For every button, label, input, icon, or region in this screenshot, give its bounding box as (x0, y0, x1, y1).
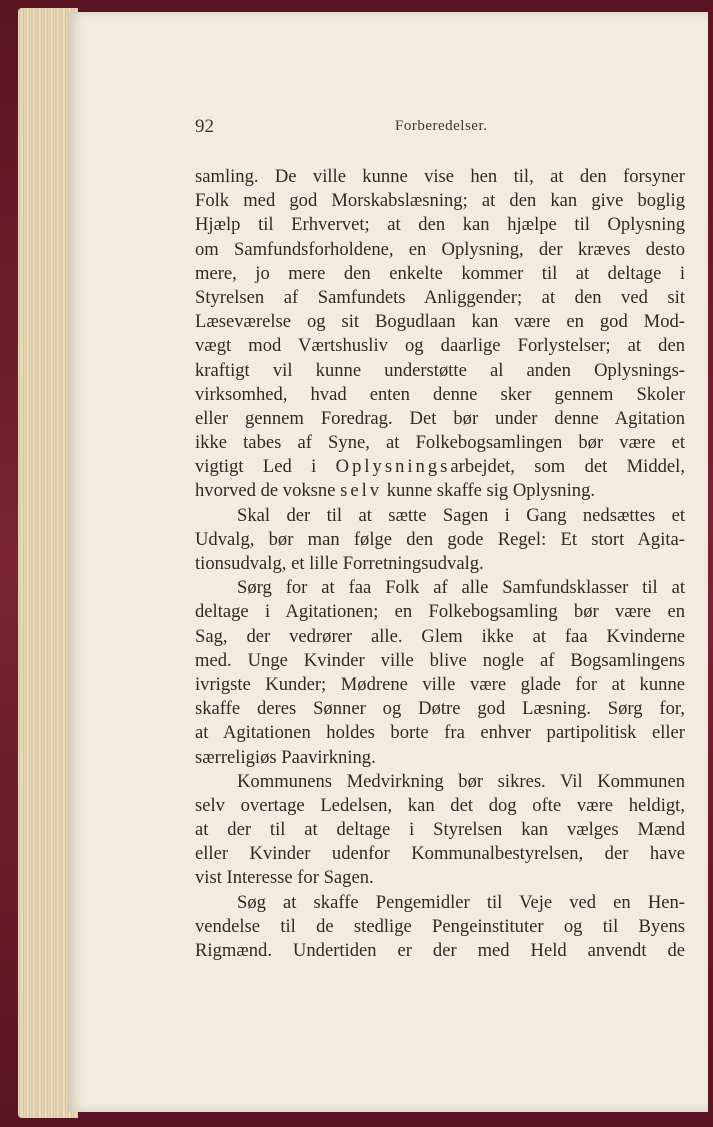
text-line: ivrigste Kunder; Mødrene ville være glade for at kunne (195, 673, 685, 695)
text-line: virksomhed, hvad enten denne sker gennem Skoler (195, 383, 685, 405)
page-number: 92 (195, 116, 214, 137)
text-line: vist Interesse for Sagen. (195, 867, 374, 889)
text-line: Sag, der vedrører alle. Glem ikke at faa Kvinderne (195, 625, 685, 647)
text-line: at der til at deltage i Styrelsen kan vælges Mænd (195, 819, 685, 841)
spaced-emphasis: selv (340, 480, 383, 502)
body-text (195, 165, 685, 963)
text-run: hvorved de voksne (195, 480, 341, 502)
text-line: Sørg for at faa Folk af alle Samfundsklasser til at (237, 577, 685, 599)
text-line: med. Unge Kvinder ville blive nogle af Bogsamlingens (195, 649, 685, 671)
text-line: skaffe deres Sønner og Døtre god Læsning. Sørg for, (195, 698, 685, 720)
text-line: Styrelsen af Samfundets Anliggender; at den ved sit (195, 286, 685, 308)
text-line: Folk med god Morskabslæsning; at den kan give boglig (195, 190, 685, 212)
text-line: samling. De ville kunne vise hen til, at den forsyner (195, 166, 685, 187)
page-header (195, 116, 685, 142)
text-line: særreligiøs Paavirkning. (195, 746, 376, 768)
text-line: Udvalg, bør man følge den gode Regel: Et stort Agita- (195, 528, 685, 550)
text-line: ikke tabes af Syne, at Folkebogsamlingen bør være et (195, 432, 685, 454)
text-line: at Agitationen holdes borte fra enhver partipolitisk eller (195, 722, 685, 744)
text-line: selv overtage Ledelsen, kan det dog ofte være heldigt, (195, 794, 685, 816)
text-line: Skal der til at sætte Sagen i Gang nedsættes et (237, 504, 685, 526)
text-line: eller Kvinder udenfor Kommunalbestyrelsen, der have (195, 843, 685, 865)
text-line: Rigmænd. Undertiden er der med Held anvendt de (195, 940, 685, 961)
text-line: Kommunens Medvirkning bør sikres. Vil Kommunen (237, 770, 685, 792)
text-run: arbejdet, som det Middel, (450, 456, 685, 478)
text-line: vægt mod Værtshusliv og daarlige Forlystelser; at den (195, 335, 685, 357)
text-run: kunne skaffe sig Oplysning. (382, 480, 596, 502)
text-line: mere, jo mere den enkelte kommer til at deltage i (195, 262, 685, 284)
text-line: Søg at skaffe Pengemidler til Veje ved en Hen- (237, 891, 685, 913)
text-line (195, 479, 685, 503)
text-line: om Samfundsforholdene, en Oplysning, der kræves desto (195, 238, 685, 260)
text-line (195, 455, 685, 479)
text-line: kraftigt vil kunne understøtte al anden Oplysnings- (195, 359, 685, 381)
text-line: Hjælp til Erhvervet; at den kan hjælpe til Oplysning (195, 214, 685, 236)
text-line: deltage i Agitationen; en Folkebogsamling bør være en (195, 601, 685, 623)
text-line: tionsudvalg, et lille Forretningsudvalg. (195, 553, 484, 574)
text-line: vendelse til de stedlige Pengeinstituter og til Byens (195, 915, 685, 937)
text-line: eller gennem Foredrag. Det bør under denne Agitation (195, 407, 685, 429)
text-line: Læseværelse og sit Bogudlaan kan være en god Mod- (195, 311, 685, 333)
running-title: Forberedelser. (395, 118, 488, 134)
spaced-emphasis: Oplysnings (335, 456, 451, 478)
text-run: vigtigt Led i (195, 456, 336, 478)
